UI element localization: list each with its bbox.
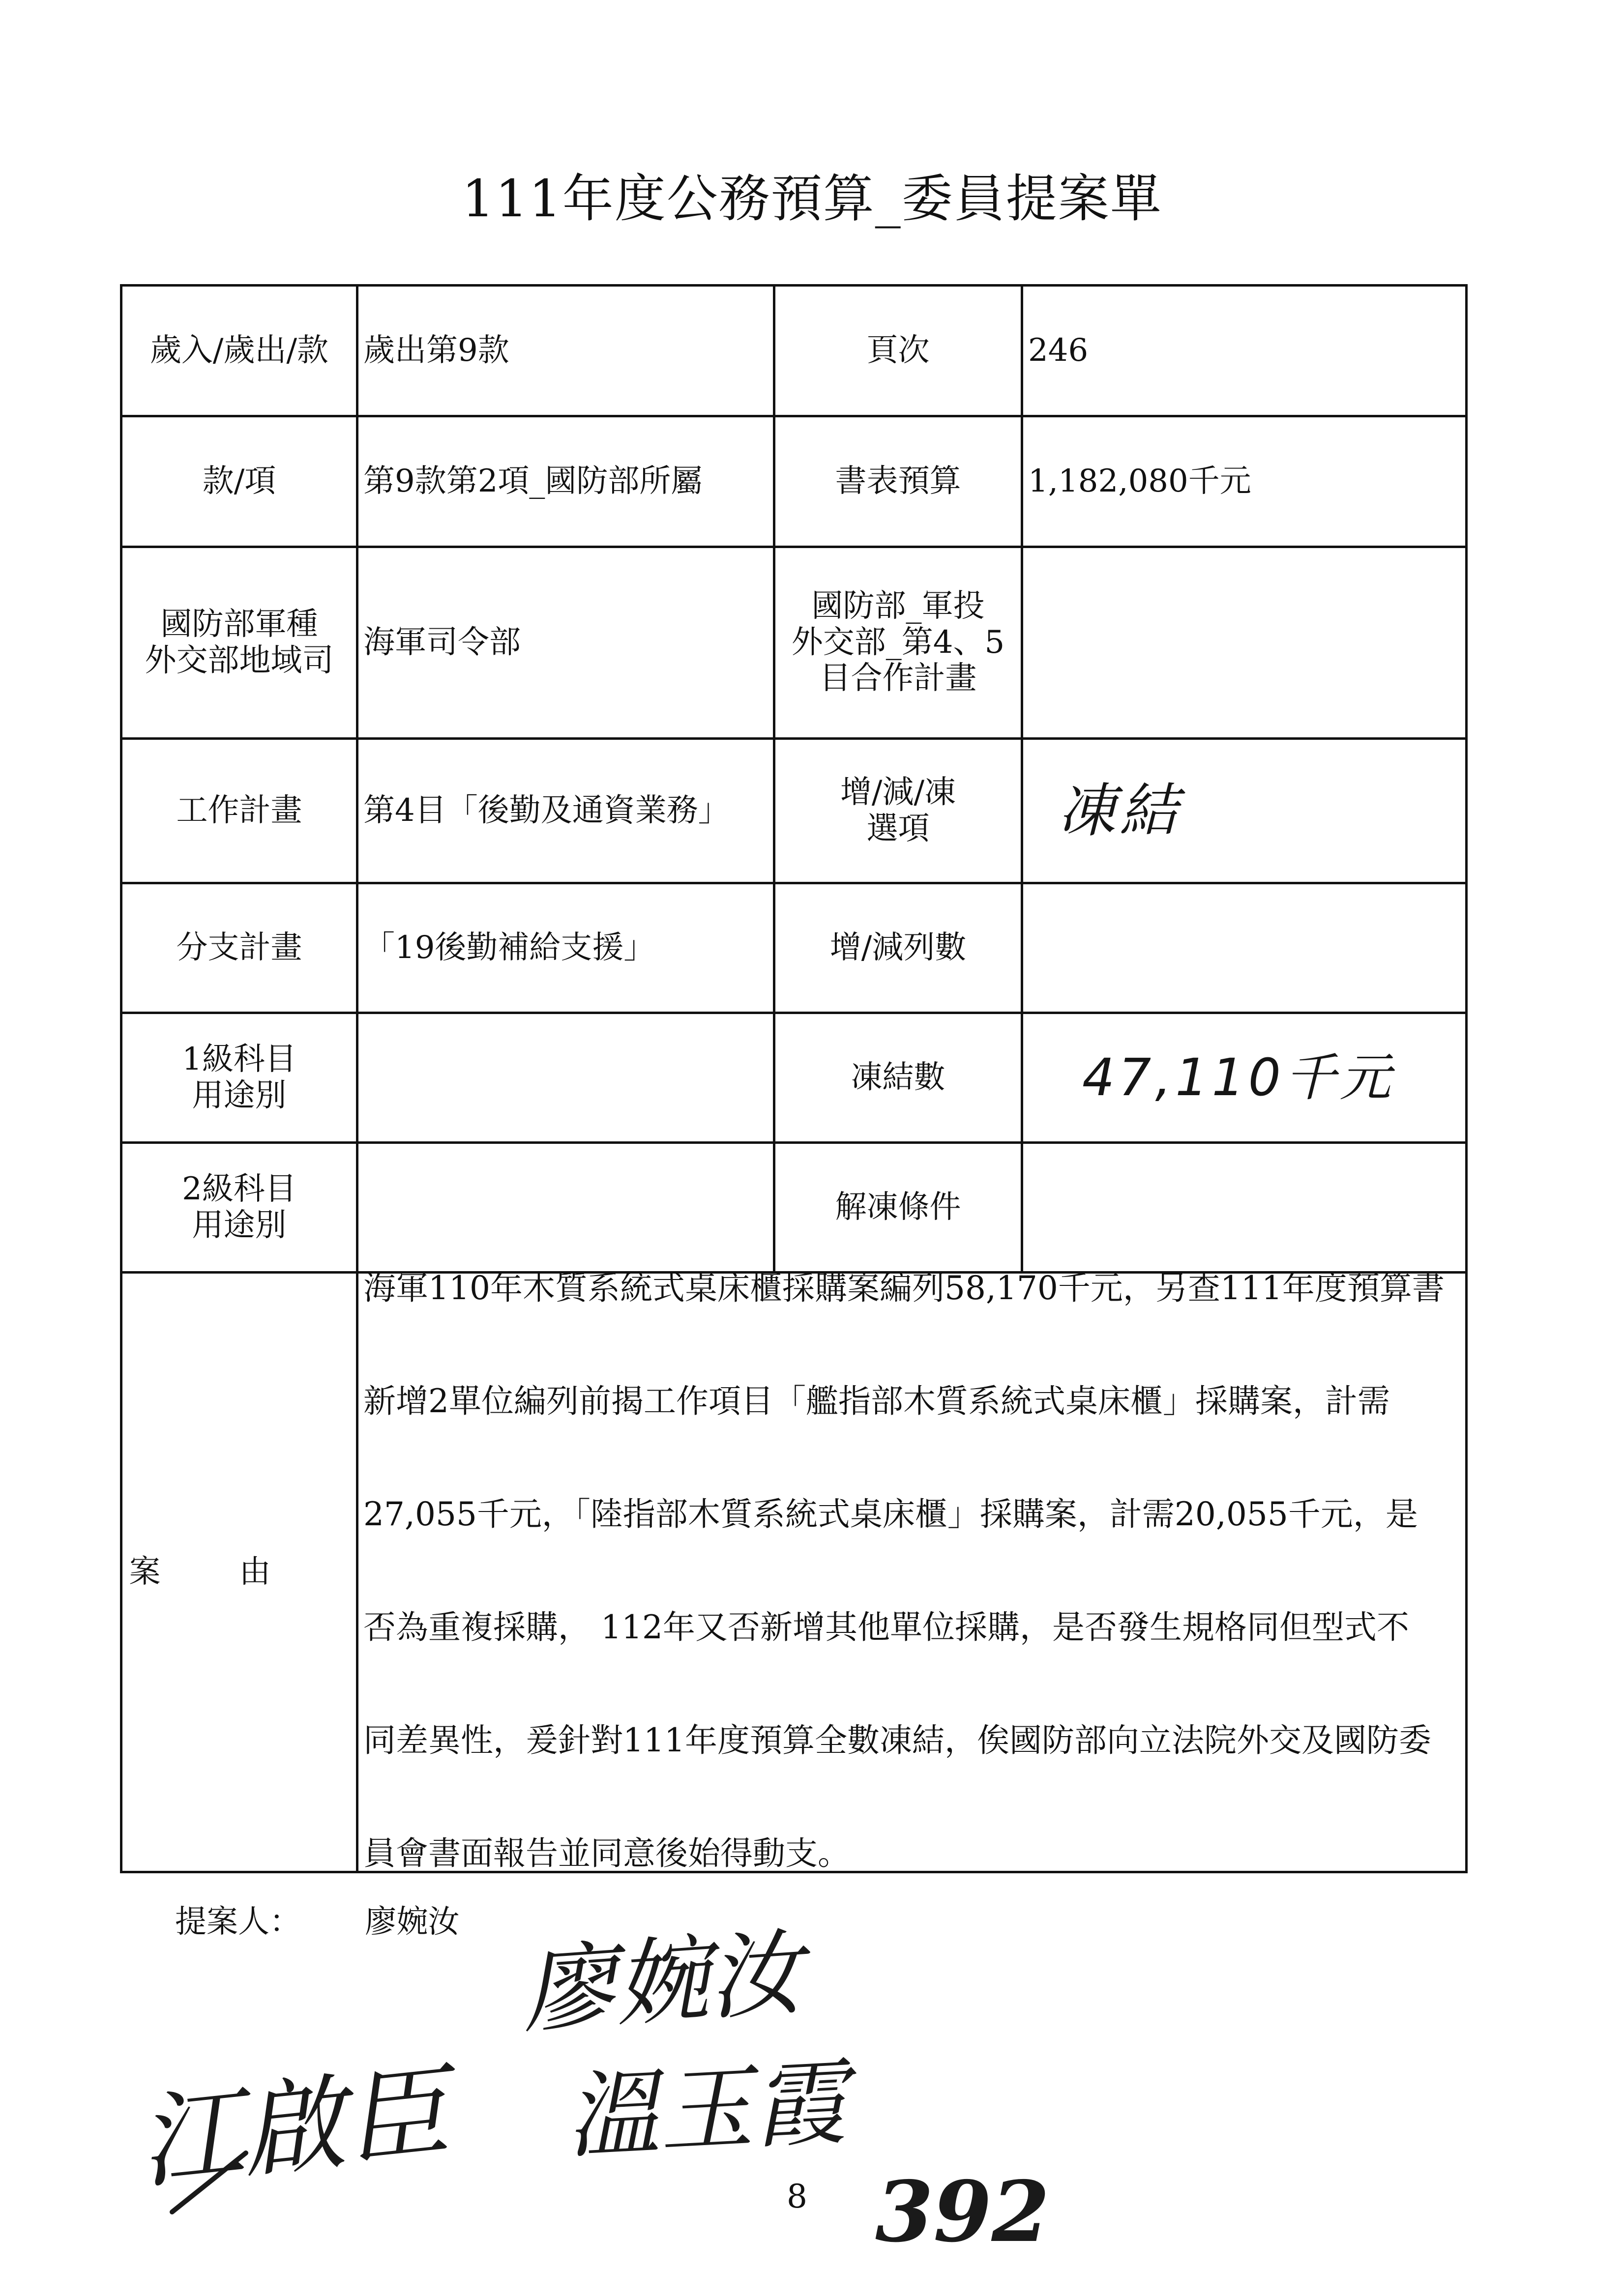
row-value: 歲出第9款 — [357, 286, 774, 416]
label-line: 增/減/凍 — [840, 774, 956, 811]
proposer — [175, 1896, 459, 1942]
row-label — [774, 739, 1022, 883]
label-line: 選項 — [866, 810, 930, 847]
label-line: 1級科目 — [182, 1041, 296, 1077]
reason-line: 員會書面報告並同意後始得動支。 — [363, 1834, 850, 1872]
label-line: 國防部_軍投 — [811, 588, 985, 625]
handwritten-option-value — [1022, 739, 1467, 883]
row-value — [1022, 547, 1467, 739]
table-row — [121, 416, 1467, 547]
table-row — [121, 547, 1467, 739]
row-value — [357, 1143, 774, 1273]
row-value: 第4目「後勤及通資業務」 — [357, 739, 774, 883]
row-value — [357, 1013, 774, 1143]
row-label: 增/減列數 — [774, 883, 1022, 1013]
reason-label: 案由 — [121, 1273, 357, 1872]
label-line: 用途別 — [192, 1077, 287, 1114]
reason-line: 同差異性，爰針對111年度預算全數凍結，俟國防部向立法院外交及國防委 — [363, 1721, 1431, 1759]
table-row — [121, 1013, 1467, 1143]
row-label: 書表預算 — [774, 416, 1022, 547]
row-label: 歲入/歲出/款 — [121, 286, 357, 416]
row-label: 解凍條件 — [774, 1143, 1022, 1273]
label-line: 外交部地域司 — [145, 642, 334, 679]
row-label: 分支計畫 — [121, 883, 357, 1013]
reason-line: 海軍110年木質系統式桌床櫃採購案編列58,170千元，另查111年度預算書 — [363, 1269, 1445, 1307]
reason-line: 27,055千元，「陸指部木質系統式桌床櫃」採購案，計需20,055千元，是 — [363, 1495, 1418, 1533]
proposer-name: 廖婉汝 — [365, 1904, 460, 1940]
signature: 溫玉霞 — [563, 2048, 849, 2172]
table-row — [121, 286, 1467, 416]
page-number: 8 — [787, 2178, 807, 2215]
row-value: 第9款第2項_國防部所屬 — [357, 416, 774, 547]
row-label — [121, 1013, 357, 1143]
signature: 江啟臣 — [133, 2051, 454, 2204]
table-row — [121, 883, 1467, 1013]
label-line: 外交部_第4、5 — [791, 624, 1005, 661]
row-label: 款/項 — [121, 416, 357, 547]
row-label — [121, 547, 357, 739]
row-label: 凍結數 — [774, 1013, 1022, 1143]
handwritten-text: 47,110千元 — [1082, 1047, 1395, 1107]
row-value — [1022, 1143, 1467, 1273]
row-value: 海軍司令部 — [357, 547, 774, 739]
reason-text — [357, 1269, 1467, 1872]
page-title: 111年度公務預算_委員提案單 — [462, 169, 1162, 229]
signature: 廖婉汝 — [518, 1918, 806, 2046]
page-ref-value: 246 — [1022, 286, 1467, 416]
proposer-label: 提案人： — [175, 1904, 301, 1940]
proposal-form-table — [120, 284, 1468, 1873]
row-label: 工作計畫 — [121, 739, 357, 883]
row-label — [121, 1143, 357, 1273]
table-row — [121, 739, 1467, 883]
row-value: 「19後勤補給支援」 — [357, 883, 774, 1013]
row-label — [774, 547, 1022, 739]
handwritten-freeze-amount — [1022, 1013, 1467, 1143]
table-row — [121, 1143, 1467, 1273]
row-label: 頁次 — [774, 286, 1022, 416]
label-line: 2級科目 — [182, 1170, 296, 1207]
table-row — [121, 1273, 1467, 1872]
signature-stroke — [162, 2148, 261, 2217]
handwritten-text: 凍結 — [1058, 776, 1182, 844]
handwritten-page-number: 392 — [875, 2163, 1050, 2261]
label-line: 用途別 — [192, 1207, 287, 1244]
reason-line: 否為重複採購， 112年又否新增其他單位採購，是否發生規格同但型式不 — [363, 1608, 1409, 1646]
label-line: 國防部軍種 — [160, 606, 318, 642]
label-line: 目合作計畫 — [819, 660, 977, 697]
reason-line: 新增2單位編列前揭工作項目「艦指部木質系統式桌床櫃」採購案，計需 — [363, 1382, 1390, 1420]
budget-value: 1,182,080千元 — [1022, 416, 1467, 547]
row-value — [1022, 883, 1467, 1013]
